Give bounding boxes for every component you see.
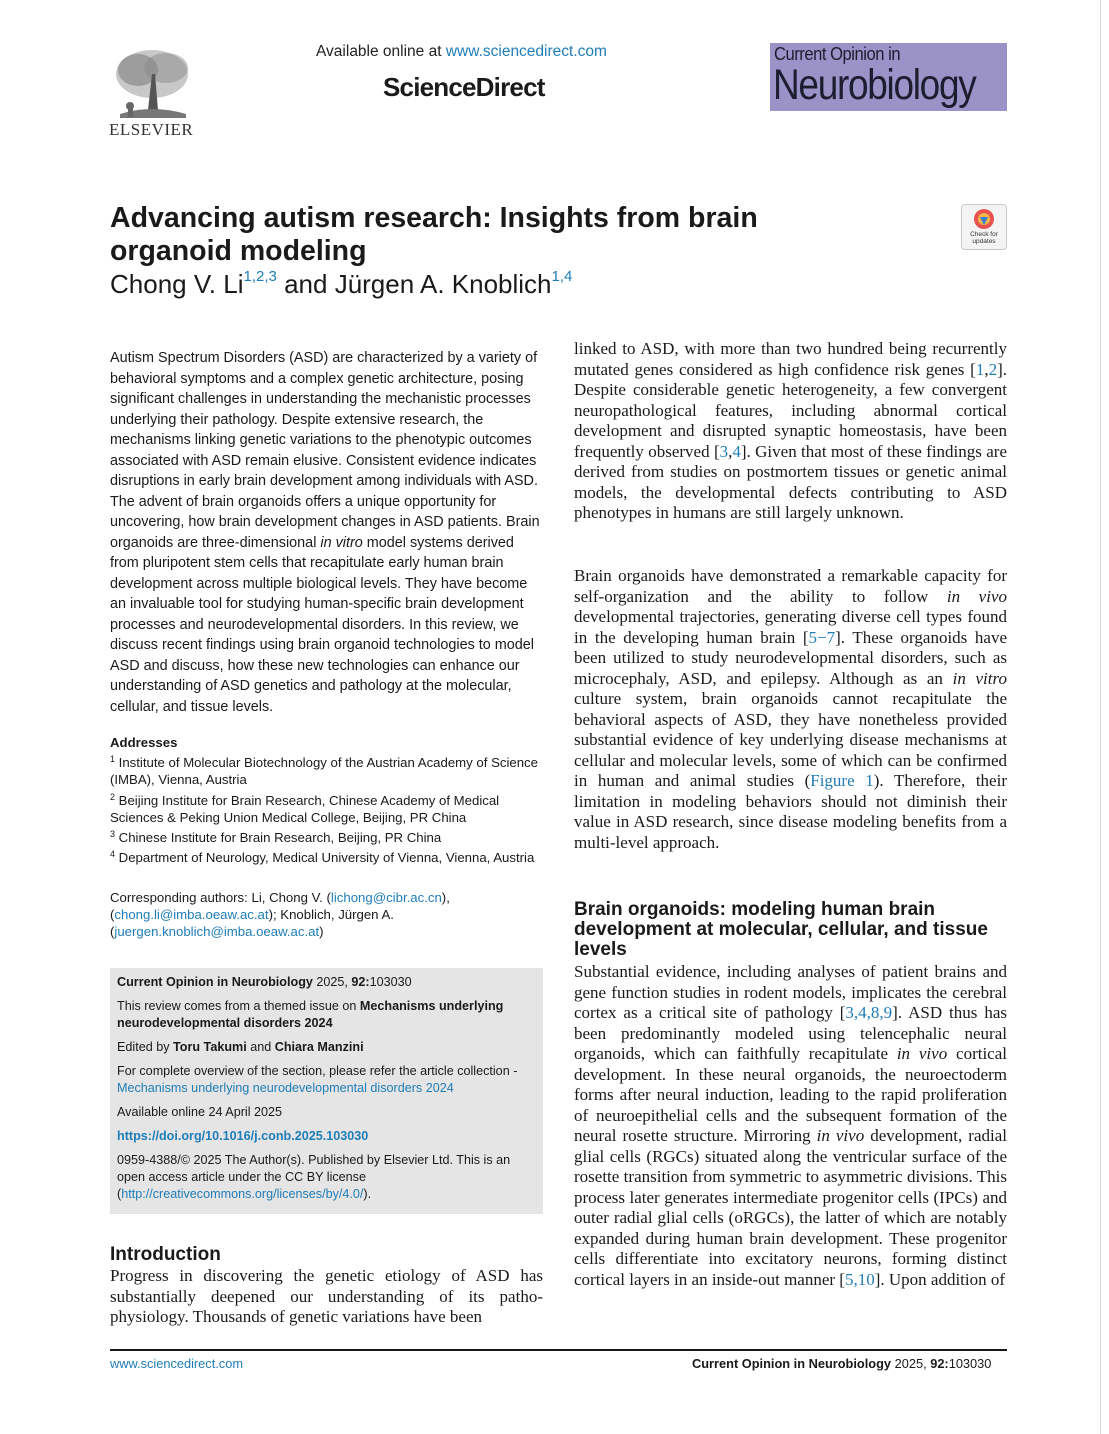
affiliation-ref[interactable]: 1,4 [551, 268, 573, 285]
citation-link[interactable]: 4 [732, 441, 741, 461]
editors: Edited by Toru Takumi and Chiara Manzini [117, 1040, 364, 1054]
address-item: $^2$ Beijing Institute for Brain Research, Chinese Academy of Medical Sciences & Peking Union Medical College, Beijing, PR China [110, 791, 500, 825]
article-info-box [110, 968, 543, 1214]
license-note: 0959-4388/© 2025 The Author(s). Published by Elsevier Ltd. This is an open access article under the CC BY license (http://creativecommons.org/licenses/by/4.0/). [117, 1153, 511, 1201]
author-line: Chong V. Li$^{1,2,3}$ and Jürgen A. Knoblich$^{1,4}$ [110, 268, 573, 299]
themed-issue: This review comes from a themed issue on Mechanisms underlying neurodevelopmental disorders 2024 [117, 999, 504, 1030]
address-item: $^3$ Chinese Institute for Brain Research, Beijing, PR China [110, 829, 442, 846]
collection-link[interactable]: Mechanisms underlying neurodevelopmental disorders 2024 [117, 1081, 454, 1095]
citation-link[interactable]: 3 [719, 441, 729, 461]
body-paragraph: Substantial evidence, including analyses of patient brains and gene function studies in rodent models, implicates the cerebral cortex as a critical site of pathology [3,4,8,9]. ASD thus has been predominantly modeled using telencephalic neural organoids, which can faithfully recapitulate in vivo cortical development. In these neural organoids, the neuroectoderm forms after neural induction, leading to the rapid proliferation of neuroepithelial cells and the subsequent formation of the neural rosette structure. Mirroring in vivo development, radial glial cells (RGCs) situated along the ventricular surface of the rosette transition from symmetric to asymmetric divisions. This process later generates intermediate progenitor cells (IPCs) and outer radial glial cells (oRGCs), the latter of which are notably expanded during human brain development. These progenitor cells differentiate into excitatory neurons, forming distinct cortical layers in an inside-out manner [5,10]. Upon addition of [574, 962, 1008, 1289]
citation-link[interactable]: 3,4,8,9 [845, 1003, 893, 1022]
license-link[interactable]: http://creativecommons.org/licenses/by/4.0/ [121, 1187, 364, 1201]
email-link[interactable]: chong.li@imba.oeaw.ac.at [114, 907, 269, 923]
email-link[interactable]: lichong@cibr.ac.cn [330, 890, 442, 905]
abstract: Autism Spectrum Disorders (ASD) are characterized by a variety of behavioral symptoms and a complex genetic architecture, posing significant challenges in understanding the mechanistic processes underlying their pathology. Despite extensive research, the mechanisms linking genetic variations to the phenotypic outcomes associated with ASD remain elusive. Consistent evidence indicates disruptions in early brain development among individuals with ASD. The advent of brain organoids offers a unique opportunity for uncovering, how brain development changes in ASD patients. Brain organoids are three-dimensional in vitro model systems derived from pluripotent stem cells that recapitulate early human brain development across multiple biological levels. They have become an invaluable tool for studying human-specific brain development processes and neurodevelopmental disorders. In this review, we discuss recent findings using brain organoid technologies to model ASD and discuss, how these new technologies can enhance our understanding of ASD genetics and pathology at the molecular, cellular, and tissue levels. [110, 350, 540, 715]
citation-link[interactable]: 2 [988, 359, 998, 379]
footer-citation: Current Opinion in Neurobiology 2025, 92:103030 [692, 1356, 992, 1371]
body-paragraph: linked to ASD, with more than two hundred being recurrently mutated genes considered as high confidence risk genes [1,2]. Despite considerable genetic heterogeneity, a few convergent neuropathological features, including abnormal cortical development and disrupted synaptic homeostasis, have been frequently observed [3,4]. Given that most of these findings are derived from studies on postmortem tissues or genetic animal models, the developmental defects contributing to ASD phenotypes in humans are still largely unknown. [574, 339, 1008, 522]
available-date: Available online 24 April 2025 [117, 1105, 283, 1119]
corresponding-authors: Corresponding authors: Li, Chong V. (lichong@cibr.ac.cn), (chong.li@imba.oeaw.ac.at); Knoblich, Jürgen A. (juergen.knoblich@imba.oeaw.ac.at) [110, 890, 450, 940]
journal-cover-banner [770, 43, 1007, 111]
footer-divider [110, 1349, 1007, 1351]
citation-line: Current Opinion in Neurobiology 2025, 92:103030 [117, 975, 412, 989]
citation-link[interactable]: 5−7 [808, 627, 836, 647]
available-online: Available online at www.sciencedirect.com [316, 43, 607, 60]
citation-link[interactable]: 1 [975, 359, 985, 379]
sciencedirect-brand: ScienceDirect [383, 72, 545, 102]
address-item: $^1$ Institute of Molecular Biotechnology of the Austrian Academy of Science (IMBA), Vienna, Austria [110, 754, 538, 788]
introduction-text: Progress in discovering the genetic etiology of ASD has substantially deepened our understanding of its pathophysiology. Thousands of genetic variations have been [110, 1266, 543, 1326]
collection-note: For complete overview of the section, please refer the article collection - Mechanisms underlying neurodevelopmental disorders 2024 [117, 1064, 518, 1095]
sciencedirect-link[interactable]: www.sciencedirect.com [445, 43, 607, 60]
article-title: Advancing autism research: Insights from brain organoid modeling [110, 202, 758, 267]
check-for-updates-button[interactable] [961, 204, 1007, 250]
footer-website-link[interactable]: www.sciencedirect.com [110, 1356, 243, 1371]
section-heading: Brain organoids: modeling human brain development at molecular, cellular, and tissue levels [574, 899, 988, 960]
author-name[interactable]: Chong V. Li [110, 269, 244, 299]
check-updates-icon [962, 205, 1006, 231]
affiliation-ref[interactable]: 1,2,3 [243, 268, 277, 285]
introduction-heading: Introduction [110, 1244, 221, 1265]
addresses [110, 734, 550, 866]
body-paragraph: Brain organoids have demonstrated a remarkable capacity for self-organization and the ability to follow in vivo developmental trajectories, generating diverse cell types found in the developing human brain [5−7]. These organoids have been utilized to study neurodevelopmental disorders, such as microcephaly, ASD, and epilepsy. Although as an in vitro culture system, brain organoids cannot recapitulate the behavioral aspects of ASD, they have nonetheless provided substantial evidence of key underlying disease mechanisms at cellular and molecular levels, some of which can be confirmed in human and animal studies (Figure 1). Therefore, their limitation in modeling behaviors should not diminish their value in ASD research, since disease modeling benefits from a multi-level approach. [574, 566, 1008, 852]
publisher-name: ELSEVIER [109, 120, 194, 139]
journal-name-line1: Current Opinion in [774, 44, 901, 64]
journal-name-line2: Neurobiology [773, 61, 976, 109]
email-link[interactable]: juergen.knoblich@imba.oeaw.ac.at [114, 924, 320, 940]
author-name[interactable]: Jürgen A. Knoblich [334, 269, 552, 299]
address-item: $^4$ Department of Neurology, Medical University of Vienna, Vienna, Austria [110, 849, 535, 866]
check-updates-label: Check for updates [970, 231, 998, 245]
doi-link[interactable]: https://doi.org/10.1016/j.conb.2025.103030 [117, 1129, 369, 1143]
addresses-heading: Addresses [110, 735, 178, 750]
figure-link[interactable]: Figure 1 [810, 771, 874, 790]
citation-link[interactable]: 5,10 [844, 1269, 875, 1289]
